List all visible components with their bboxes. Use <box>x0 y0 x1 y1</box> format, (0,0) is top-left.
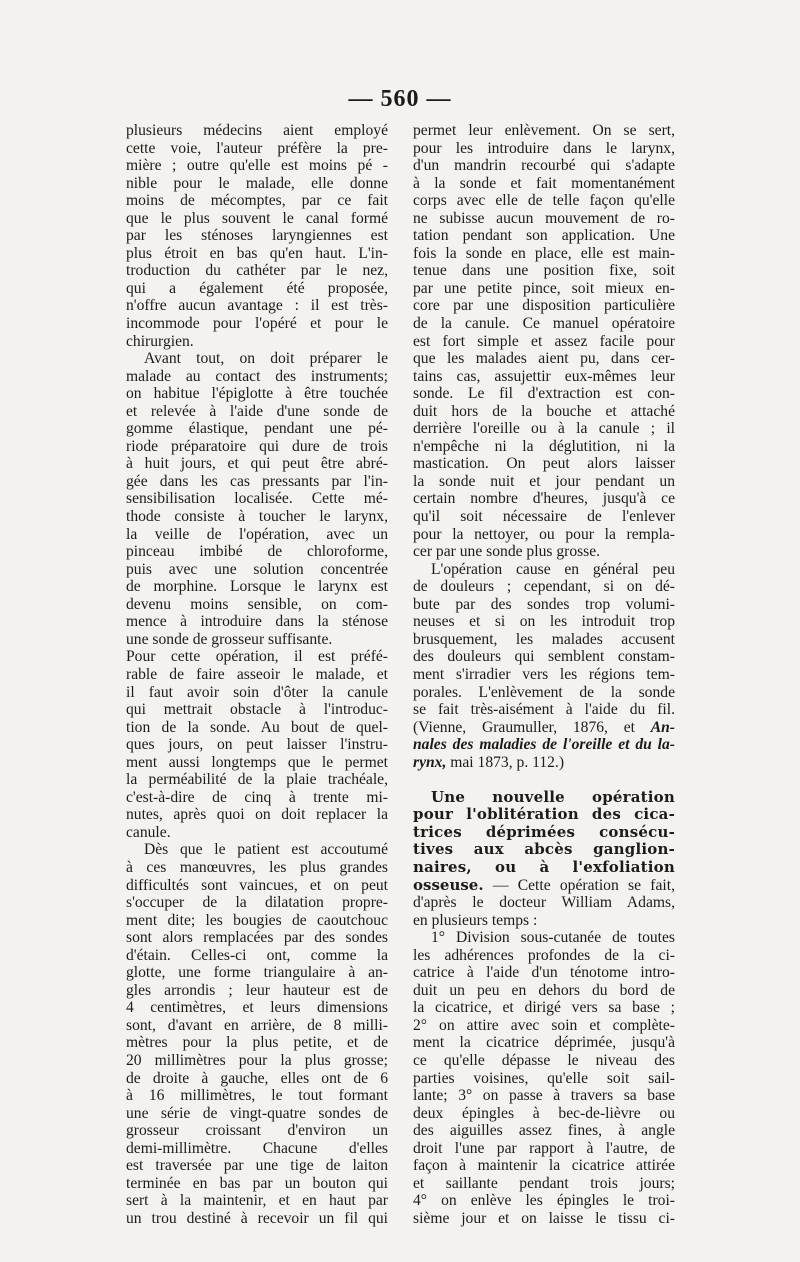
text-line: glotte, une forme triangulaire à an- <box>126 964 388 982</box>
text-line: terminée en bas par un bouton qui <box>126 1174 388 1192</box>
text-line: n'empêche ni la déglutition, ni la <box>413 437 675 455</box>
text-line: grosseur croissant d'environ un <box>126 1122 388 1140</box>
text-line: droit l'une par rapport à l'autre, de <box>413 1139 675 1157</box>
text-line: des douleurs qui semblent constam- <box>413 648 675 666</box>
text-line: 4° on enlève les épingles le troi- <box>413 1192 675 1210</box>
text-line: lante; 3° on passe à travers sa base <box>413 1087 675 1105</box>
text-line: trices déprimées consécu- <box>413 823 675 841</box>
section-heading-tail: osseuse. <box>413 876 484 894</box>
text-line: 1° Division sous-cutanée de toutes <box>431 929 675 947</box>
text-line: qu'il soit nécessaire de l'enlever <box>413 508 675 526</box>
text-line: sont, d'avant en arrière, de 8 milli- <box>126 1016 388 1034</box>
text-line: sensibilisation localisée. Cette mé- <box>126 490 388 508</box>
text-line: ne subisse aucun mouvement de ro- <box>413 209 675 227</box>
text-line: osseuse. — Cette opération se fait, <box>413 876 675 894</box>
page-number: — 560 — <box>348 86 452 112</box>
text-line: est fort simple et assez facile pour <box>413 332 675 350</box>
text-line: il faut avoir soin d'ôter la canule <box>126 683 388 701</box>
text-line: gles arrondis ; leur hauteur est de <box>126 981 388 999</box>
text-line: pour la nettoyer, ou pour la rempla- <box>413 525 675 543</box>
text-line: des aiguilles assez fines, à angle <box>413 1122 675 1140</box>
text-line: thode consiste à toucher le larynx, <box>126 508 388 526</box>
text-line: troduction du cathéter par le nez, <box>126 262 388 280</box>
text-line: rable de faire asseoir le malade, et <box>126 665 388 683</box>
text-line: permet leur enlèvement. On se sert, <box>413 122 675 139</box>
text-line: Une nouvelle opération <box>431 788 675 806</box>
text-line: catrice à l'aide d'un ténotome intro- <box>413 964 675 982</box>
text-line: à ces manœuvres, les plus grandes <box>126 858 388 876</box>
text-line: gée dans les cas pressants par l'in- <box>126 472 388 490</box>
text-line: une sonde de grosseur suffisante. <box>126 630 333 648</box>
text-line: malade au contact des instruments; <box>126 367 388 385</box>
text-line: sonde. Le fil d'extraction est con- <box>413 385 675 403</box>
text-line: cer par une sonde plus grosse. <box>413 543 601 561</box>
text-line: sert à la maintenir, et en haut par <box>126 1192 388 1210</box>
text-line: sont alors remplacées par des sondes <box>126 929 388 947</box>
text-line: d'après le docteur William Adams, <box>413 894 675 912</box>
text-line: tion de la sonde. Au bout de quel- <box>126 718 388 736</box>
text-line: devenu moins sensible, on com- <box>126 595 388 613</box>
text-line: que le plus souvent le canal formé <box>126 209 388 227</box>
text-line: (Vienne, Graumuller, 1876, et An- <box>413 718 675 736</box>
text-line: naires, ou à l'exfoliation <box>413 858 675 876</box>
text-line: tives aux abcès ganglion- <box>413 841 675 859</box>
text-line: demi-millimètre. Chacune d'elles <box>126 1139 388 1157</box>
text-line: mence à introduire dans la sténose <box>126 613 388 631</box>
text-line: qui a également été proposée, <box>126 279 388 297</box>
text-line <box>413 771 675 789</box>
text-line: on habitue l'épiglotte à être touchée <box>126 385 388 403</box>
text-line: cette voie, l'auteur préfère la pre- <box>126 139 388 157</box>
text-line: à 16 millimètres, le tout formant <box>126 1087 388 1105</box>
text-line: pinceau imbibé de chloroforme, <box>126 543 388 561</box>
text-line: façon à maintenir la cicatrice attirée <box>413 1157 675 1175</box>
text-line: à la sonde et fait momentanément <box>413 174 675 192</box>
text-line: d'étain. Celles-ci ont, comme la <box>126 946 388 964</box>
text-line: duit hors de la bouche et attaché <box>413 402 675 420</box>
text-line: Pour cette opération, il est préfé- <box>126 648 388 666</box>
text-line: la perméabilité de la plaie trachéale, <box>126 771 388 789</box>
text-line: riode préparatoire qui dure de trois <box>126 437 388 455</box>
text-line: qui mettrait obstacle à l'introduc- <box>126 701 388 719</box>
text-line: Dès que le patient est accoutumé <box>144 841 388 859</box>
text-line: plus étroit en bas qu'en haut. L'in- <box>126 244 388 262</box>
text-line: brusquement, les malades accusent <box>413 630 675 648</box>
text-line: puis avec une solution concentrée <box>126 560 388 578</box>
text-line: tenue dans une position fixe, soit <box>413 262 675 280</box>
text-line: 4 centimètres, et leurs dimensions <box>126 999 388 1017</box>
text-line: n'offre aucun avantage : il est très- <box>126 297 388 315</box>
text-line: deux épingles à bec-de-lièvre ou <box>413 1104 675 1122</box>
text-line: mière ; outre qu'elle est moins pé - <box>126 157 388 175</box>
text-line: ment s'irradier vers les régions tem- <box>413 665 675 683</box>
text-line: canule. <box>126 823 171 841</box>
text-line: à huit jours, et qui peut être abré- <box>126 455 388 473</box>
text-line: et saillante pendant trois jours; <box>413 1174 675 1192</box>
text-line: nales des maladies de l'oreille et du la- <box>413 736 675 754</box>
text-line: les adhérences profondes de la ci- <box>413 946 675 964</box>
text-line: ment aussi longtemps que le permet <box>126 753 388 771</box>
text-line: L'opération cause en général peu <box>431 560 675 578</box>
text-line: Avant tout, on doit préparer le <box>144 350 388 368</box>
text-line: ques jours, on peut laisser l'instru- <box>126 736 388 754</box>
text-line: en plusieurs temps : <box>413 911 538 929</box>
text-line: tains cas, assujettir eux-mêmes leur <box>413 367 675 385</box>
text-line: rynx, mai 1873, p. 112.) <box>413 753 565 771</box>
text-line: duit un peu en dehors du bord de <box>413 981 675 999</box>
text-line: difficultés sont vaincues, et on peut <box>126 876 388 894</box>
text-line: moins de mécomptes, par ce fait <box>126 192 388 210</box>
text-line: nutes, après quoi on doit replacer la <box>126 806 388 824</box>
text-line: plusieurs médecins aient employé <box>126 122 388 139</box>
text-line: de morphine. Lorsque le larynx est <box>126 578 388 596</box>
text-line: mètres pour la plus petite, et de <box>126 1034 388 1052</box>
text-line: ment la cicatrice déprimée, jusqu'à <box>413 1034 675 1052</box>
text-line: incommode pour l'opéré et pour le <box>126 315 388 333</box>
text-line: de droite à gauche, elles ont de 6 <box>126 1069 388 1087</box>
text-line: bute par des sondes trop volumi- <box>413 595 675 613</box>
text-line: 20 millimètres pour la plus grosse; <box>126 1051 388 1069</box>
text-line: nible pour le malade, elle donne <box>126 174 388 192</box>
right-column <box>413 122 675 1227</box>
text-line: fois la sonde en place, elle est main- <box>413 244 675 262</box>
text-line: sième jour et on laisse le tissu ci- <box>413 1209 675 1227</box>
text-line: 2° on attire avec soin et complète- <box>413 1016 675 1034</box>
text-line: pour les introduire dans le larynx, <box>413 139 675 157</box>
text-line: certain nombre d'heures, jusqu'à ce <box>413 490 675 508</box>
text-line: ce qu'elle dépasse le niveau des <box>413 1051 675 1069</box>
left-column <box>126 122 388 1227</box>
text-line: chirurgien. <box>126 332 194 350</box>
text-line: parties voisines, qu'elle soit sail- <box>413 1069 675 1087</box>
text-line: un trou destiné à recevoir un fil qui <box>126 1209 388 1227</box>
text-line: de douleurs ; cependant, si on dé- <box>413 578 675 596</box>
text-line: tation pendant son application. Une <box>413 227 675 245</box>
text-line: une série de vingt-quatre sondes de <box>126 1104 388 1122</box>
text-line: se fait très-aisément à l'aide du fil. <box>413 701 675 719</box>
text-line: par les sténoses laryngiennes est <box>126 227 388 245</box>
text-line: la veille de l'opération, avec un <box>126 525 388 543</box>
text-line: core par une disposition particulière <box>413 297 675 315</box>
text-line: derrière l'oreille ou à la canule ; il <box>413 420 675 438</box>
text-line: par une petite pince, soit mieux en- <box>413 279 675 297</box>
text-line: corps avec elle de telle façon qu'elle <box>413 192 675 210</box>
text-line: s'occuper de la dilatation propre- <box>126 894 388 912</box>
text-line: la cicatrice, et dirigé vers sa base ; <box>413 999 675 1017</box>
text-line: gomme élastique, pendant une pé- <box>126 420 388 438</box>
text-line: pour l'oblitération des cica- <box>413 806 675 824</box>
text-line: et relevée à l'aide d'une sonde de <box>126 402 388 420</box>
text-line: la sonde nuit et jour pendant un <box>413 472 675 490</box>
text-line: porales. L'enlèvement de la sonde <box>413 683 675 701</box>
text-line: c'est-à-dire de cinq à trente mi- <box>126 788 388 806</box>
text-line: est traversée par une tige de laiton <box>126 1157 388 1175</box>
text-line: de la canule. Ce manuel opératoire <box>413 315 675 333</box>
text-line: que les malades aient pu, dans cer- <box>413 350 675 368</box>
text-line: ment dite; les bougies de caoutchouc <box>126 911 388 929</box>
text-line: neuses et si on les introduit trop <box>413 613 675 631</box>
text-line: d'un mandrin recourbé qui s'adapte <box>413 157 675 175</box>
text-line: mastication. On peut alors laisser <box>413 455 675 473</box>
